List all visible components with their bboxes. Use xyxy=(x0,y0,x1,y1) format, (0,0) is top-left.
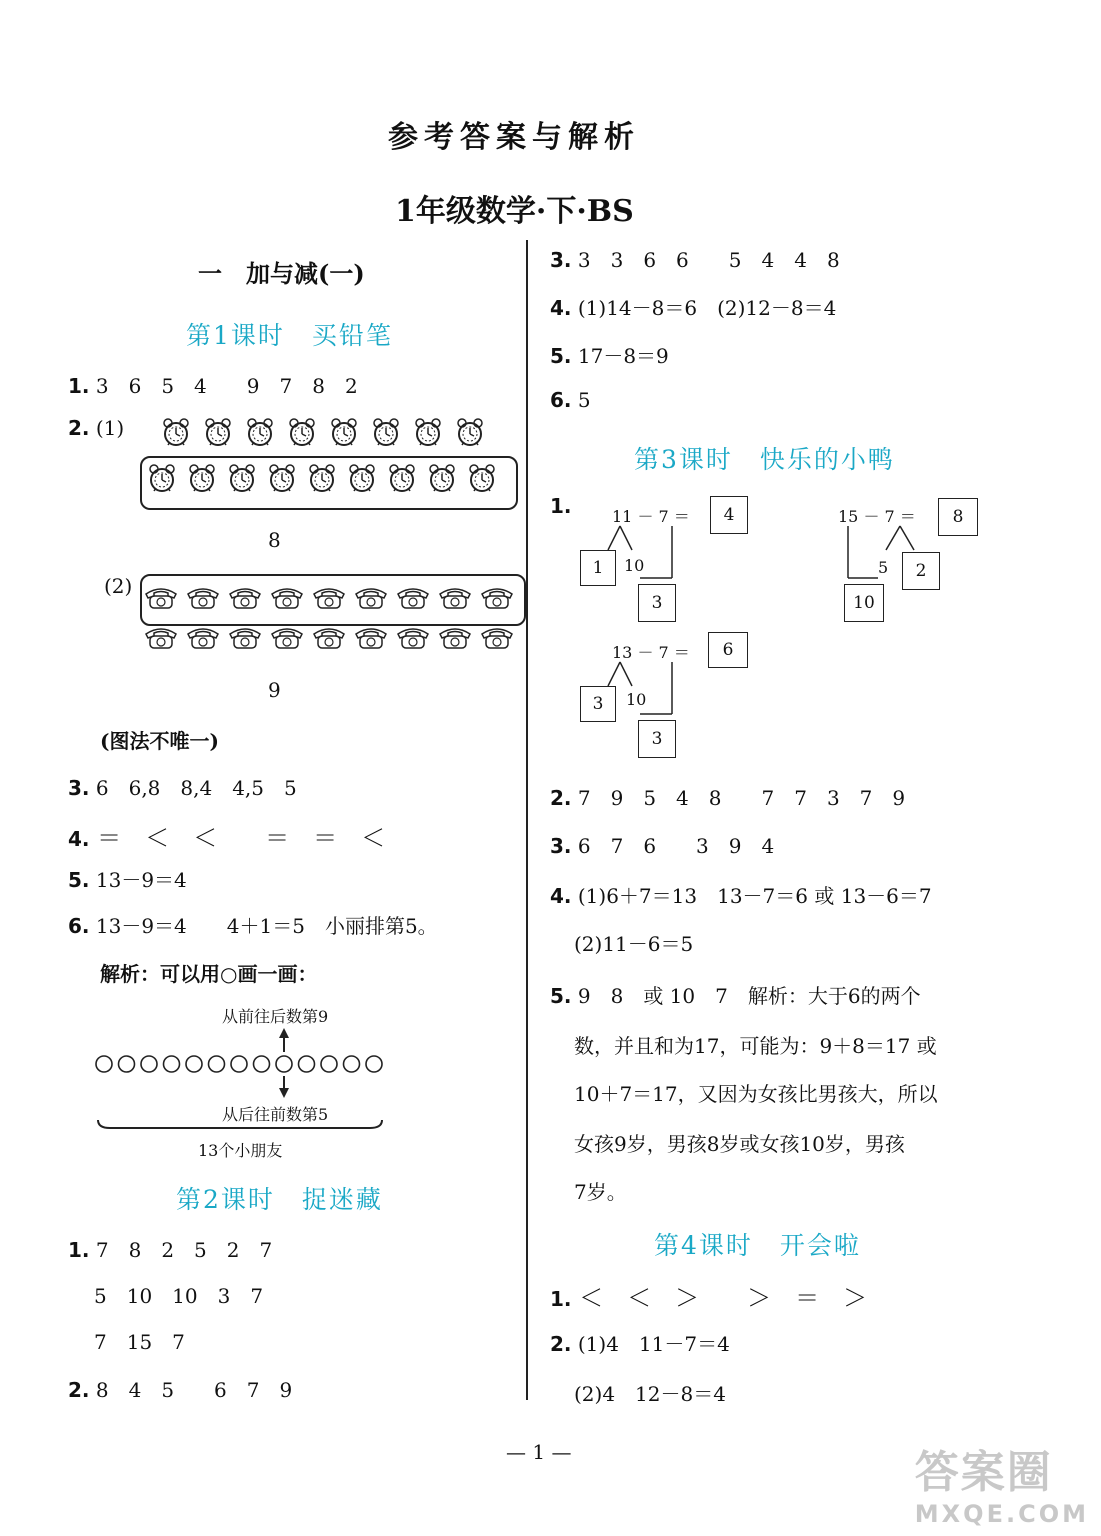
l1-analysis: 解析：可以用○画一画： xyxy=(100,962,318,986)
eq3-expr: 13 － 7 ＝ xyxy=(612,643,690,662)
page-subtitle: 1年级数学·下·BS xyxy=(395,194,634,229)
l3-q5-line4: 女孩9岁，男孩8岁或女孩10岁，男孩 xyxy=(574,1132,905,1156)
telephone-icon xyxy=(312,586,346,610)
eq1-expr: 11 － 7 ＝ xyxy=(612,507,690,526)
l2-q2: 2. 8 4 5 6 7 9 xyxy=(68,1378,293,1402)
eq2-split-b: 2 xyxy=(902,552,940,590)
r-q3: 3. 3 3 6 6 5 4 4 8 xyxy=(550,248,840,272)
alarm-clock-icon xyxy=(346,464,378,494)
eq2-split-a: 5 xyxy=(878,558,889,577)
alarm-clock-icon xyxy=(386,464,418,494)
eq3-result-box: 6 xyxy=(708,632,748,668)
l2-q1-row3: 7 15 7 xyxy=(94,1330,185,1354)
eq2-bottom: 10 xyxy=(844,584,884,622)
alarm-clock-icon xyxy=(466,464,498,494)
l3-q1-label: 1. xyxy=(550,494,572,518)
lesson4-title: 第4课时 开会啦 xyxy=(654,1231,861,1260)
l2-q1-row1: 1. 7 8 2 5 2 7 xyxy=(68,1238,273,1262)
child-circle xyxy=(344,1056,360,1072)
alarm-clock-icon xyxy=(186,464,218,494)
telephone-icon xyxy=(354,586,388,610)
telephone-icon xyxy=(480,586,514,610)
alarm-clock-icon xyxy=(328,418,360,448)
alarm-clock-icon xyxy=(160,418,192,448)
l3-q5-line2: 数，并且和为17，可能为：9＋8＝17 或 xyxy=(574,1034,937,1058)
l1-q2-note: (图法不唯一) xyxy=(100,729,219,753)
l1-q6: 6. 13－9＝4 4＋1＝5 小丽排第5。 xyxy=(68,914,438,938)
child-circle xyxy=(276,1056,292,1072)
watermark-logo: 答案圈 MXQE.COM xyxy=(914,1447,1089,1528)
eq2-expr: 15 － 7 ＝ xyxy=(838,507,916,526)
child-circle xyxy=(141,1056,157,1072)
fig-top-label: 从前往后数第9 xyxy=(222,1007,329,1026)
r-q6: 6. 5 xyxy=(550,388,591,412)
l1-q4: 4. ＝ ＜ ＜ ＝ ＝ ＜ xyxy=(68,824,386,852)
page-title: 参考答案与解析 xyxy=(388,120,640,155)
telephone-icon xyxy=(144,586,178,610)
child-circle xyxy=(209,1056,225,1072)
alarm-clock-icon xyxy=(426,464,458,494)
l3-q5-line5: 7岁。 xyxy=(574,1180,627,1204)
l3-q3: 3. 6 7 6 3 9 4 xyxy=(550,834,775,858)
telephone-icon xyxy=(438,626,472,650)
alarm-clock-icon xyxy=(202,418,234,448)
l1-q2-2-label: (2) xyxy=(104,574,133,598)
alarm-clock-icon xyxy=(454,418,486,448)
telephone-icon xyxy=(396,626,430,650)
lesson3-title: 第3课时 快乐的小鸭 xyxy=(634,445,895,474)
alarm-clock-icon xyxy=(286,418,318,448)
l3-q5-line1: 5. 9 8 或 10 7 解析：大于6的两个 xyxy=(550,984,921,1008)
alarm-clock-icon xyxy=(370,418,402,448)
alarm-clock-icon xyxy=(146,464,178,494)
telephone-icon xyxy=(186,586,220,610)
telephone-icon xyxy=(144,626,178,650)
child-circle xyxy=(96,1056,112,1072)
l1-q2-1-label: 2. (1) xyxy=(68,416,125,440)
unit-title: 一 加与减(一) xyxy=(198,259,365,288)
alarm-clock-icon xyxy=(266,464,298,494)
l2-q1-row2: 5 10 10 3 7 xyxy=(94,1284,264,1308)
fig-bottom-label: 从后往前数第5 xyxy=(222,1105,329,1124)
column-divider xyxy=(526,240,528,1400)
lesson1-title: 第1课时 买铅笔 xyxy=(186,321,393,350)
eq1-bottom: 3 xyxy=(638,584,676,622)
child-circle xyxy=(254,1056,270,1072)
fig-total-label: 13个小朋友 xyxy=(198,1141,283,1160)
alarm-clock-icon xyxy=(226,464,258,494)
telephone-icon xyxy=(228,586,262,610)
l1-q3: 3. 6 6,8 8,4 4,5 5 xyxy=(68,776,297,800)
l3-q5-line3: 10＋7＝17，又因为女孩比男孩大，所以 xyxy=(574,1082,938,1106)
r-q5: 5. 17－8＝9 xyxy=(550,344,669,368)
eq3-split-a: 3 xyxy=(580,686,616,722)
l1-q5: 5. 13－9＝4 xyxy=(68,868,187,892)
l1-q2-2-answer: 9 xyxy=(268,678,281,702)
telephone-icon xyxy=(480,626,514,650)
eq1-result-box: 4 xyxy=(710,496,748,534)
child-circle xyxy=(119,1056,135,1072)
child-circle xyxy=(321,1056,337,1072)
l3-q4-1: 4. (1)6＋7＝13 13－7＝6 或 13－6＝7 xyxy=(550,884,932,908)
l1-q1: 1. 3 6 5 4 9 7 8 2 xyxy=(68,374,358,398)
l3-q2: 2. 7 9 5 4 8 7 7 3 7 9 xyxy=(550,786,906,810)
eq1-split-a: 1 xyxy=(580,550,616,586)
eq3-bottom: 3 xyxy=(638,720,676,758)
child-circle xyxy=(231,1056,247,1072)
eq1-split-b: 10 xyxy=(624,556,645,575)
page-number: — 1 — xyxy=(506,1440,572,1464)
telephone-icon xyxy=(438,586,472,610)
child-circle xyxy=(164,1056,180,1072)
alarm-clock-icon xyxy=(306,464,338,494)
telephone-icon xyxy=(312,626,346,650)
telephone-icon xyxy=(396,586,430,610)
alarm-clock-icon xyxy=(244,418,276,448)
telephone-icon xyxy=(228,626,262,650)
telephone-icon xyxy=(186,626,220,650)
r-q4: 4. (1)14－8＝6 (2)12－8＝4 xyxy=(550,296,837,320)
l3-q4-2: (2)11－6＝5 xyxy=(574,932,694,956)
lesson2-title: 第2课时 捉迷藏 xyxy=(176,1185,383,1214)
child-circle xyxy=(299,1056,315,1072)
l4-q2-2: (2)4 12－8＝4 xyxy=(574,1382,726,1406)
telephone-icon xyxy=(354,626,388,650)
child-circle xyxy=(366,1056,382,1072)
child-circle xyxy=(186,1056,202,1072)
eq3-split-b: 10 xyxy=(626,690,647,709)
telephone-icon xyxy=(270,626,304,650)
l4-q2-1: 2. (1)4 11－7＝4 xyxy=(550,1332,730,1356)
l1-q2-1-answer: 8 xyxy=(268,528,281,552)
telephone-icon xyxy=(270,586,304,610)
alarm-clock-icon xyxy=(412,418,444,448)
eq2-result-box: 8 xyxy=(938,498,978,536)
l4-q1: 1. ＜ ＜ ＞ ＞ ＝ ＞ xyxy=(550,1284,868,1312)
